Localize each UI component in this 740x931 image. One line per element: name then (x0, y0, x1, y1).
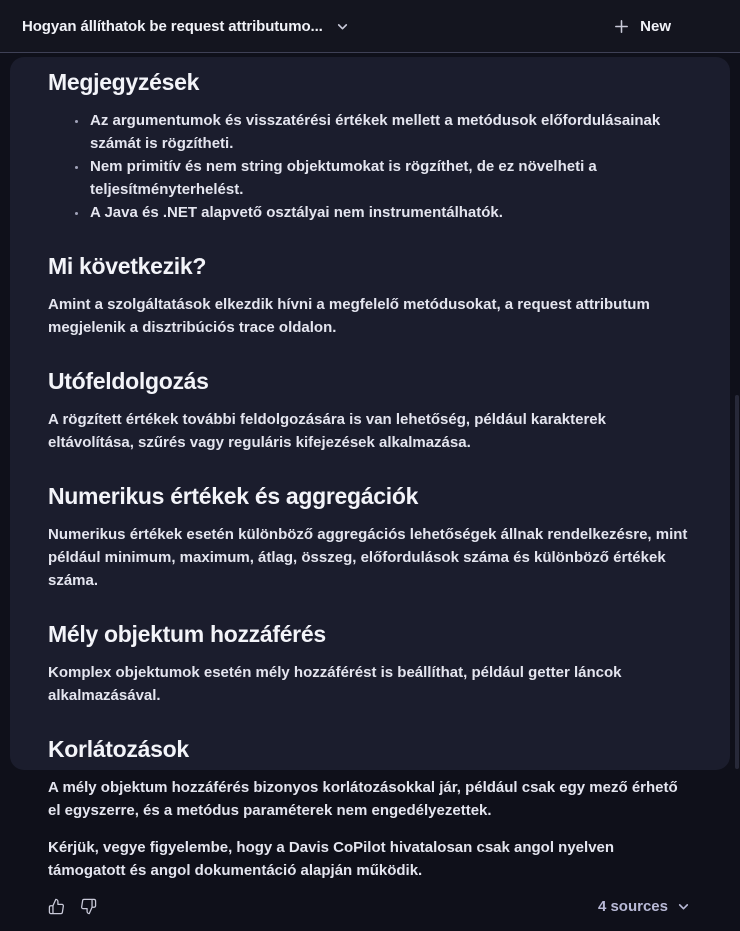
close-button[interactable] (701, 18, 718, 35)
section-paragraph: A mély objektum hozzáférés bizonyos korlátozásokkal jár, például csak egy mező érhető el egyszerre, és a metódus paraméterek nem engedélyezettek. (48, 779, 678, 819)
section-heading-numerikus-ertekek: Numerikus értékek és aggregációk (48, 483, 419, 509)
thumbs-down-icon (80, 898, 97, 915)
new-button-label: New (640, 17, 671, 35)
list-item: • Nem primitív és nem string objektumokat is rögzíthet, de ez növelheti a teljesítményterhelést. (88, 155, 690, 201)
feedback-buttons (48, 898, 97, 915)
section-heading-korlatozasok: Korlátozások (48, 736, 189, 762)
conversation-title-dropdown[interactable] (22, 18, 349, 35)
sources-label: 4 sources (597, 898, 668, 915)
close-icon (701, 18, 718, 35)
thumbs-up-icon (48, 898, 65, 915)
thumbs-down-button[interactable] (80, 898, 97, 915)
topbar-divider (0, 52, 740, 53)
list-item: • Az argumentumok és visszatérési értékek mellett a metódusok előfordulásainak számát is rögzítheti. (88, 109, 690, 155)
chevron-down-icon (336, 20, 349, 33)
section-paragraph: A rögzített értékek további feldolgozására is van lehetőség, például karakterek eltávolítása, szűrés vagy reguláris kifejezések alkalmazása. (48, 411, 606, 451)
scrollbar-thumb[interactable] (735, 395, 739, 769)
sources-toggle-button[interactable] (598, 898, 690, 915)
conversation-title: Hogyan állíthatok be request attributumo... (22, 17, 323, 35)
section-paragraph: Amint a szolgáltatások elkezdik hívni a megfelelő metódusokat, a request attributum megjelenik a disztribúciós trace oldalon. (48, 296, 650, 336)
section-paragraph: Komplex objektumok esetén mély hozzáférést is beállíthat, például getter láncok alkalmazásával. (48, 664, 622, 704)
section-heading-mi-kovetkezik: Mi következik? (48, 253, 207, 279)
section-paragraph: Numerikus értékek esetén különböző aggregációs lehetőségek állnak rendelkezésre, mint például minimum, maximum, átlag, összeg, előfordulások száma és különböző értékek száma. (48, 526, 688, 589)
answer-panel (10, 57, 730, 915)
message-footer (48, 896, 690, 925)
chevron-down-icon (677, 900, 690, 913)
new-conversation-button[interactable] (613, 18, 671, 35)
topbar-actions (613, 18, 718, 35)
section-heading-utofeldolgozas: Utófeldolgozás (48, 368, 209, 394)
answer-content (10, 57, 730, 931)
topbar (0, 0, 740, 52)
section-heading-mely-objektum: Mély objektum hozzáférés (48, 621, 326, 647)
list-item: • A Java és .NET alapvető osztályai nem instrumentálhatók. (88, 201, 690, 224)
section-heading-megjegyzesek: Megjegyzések (48, 69, 200, 95)
plus-icon (613, 18, 630, 35)
notes-list (48, 109, 690, 224)
section-paragraph: Kérjük, vegye figyelembe, hogy a Davis CoPilot hivatalosan csak angol nyelven támogatott és angol dokumentáció alapján működik. (48, 839, 615, 879)
thumbs-up-button[interactable] (48, 898, 65, 915)
